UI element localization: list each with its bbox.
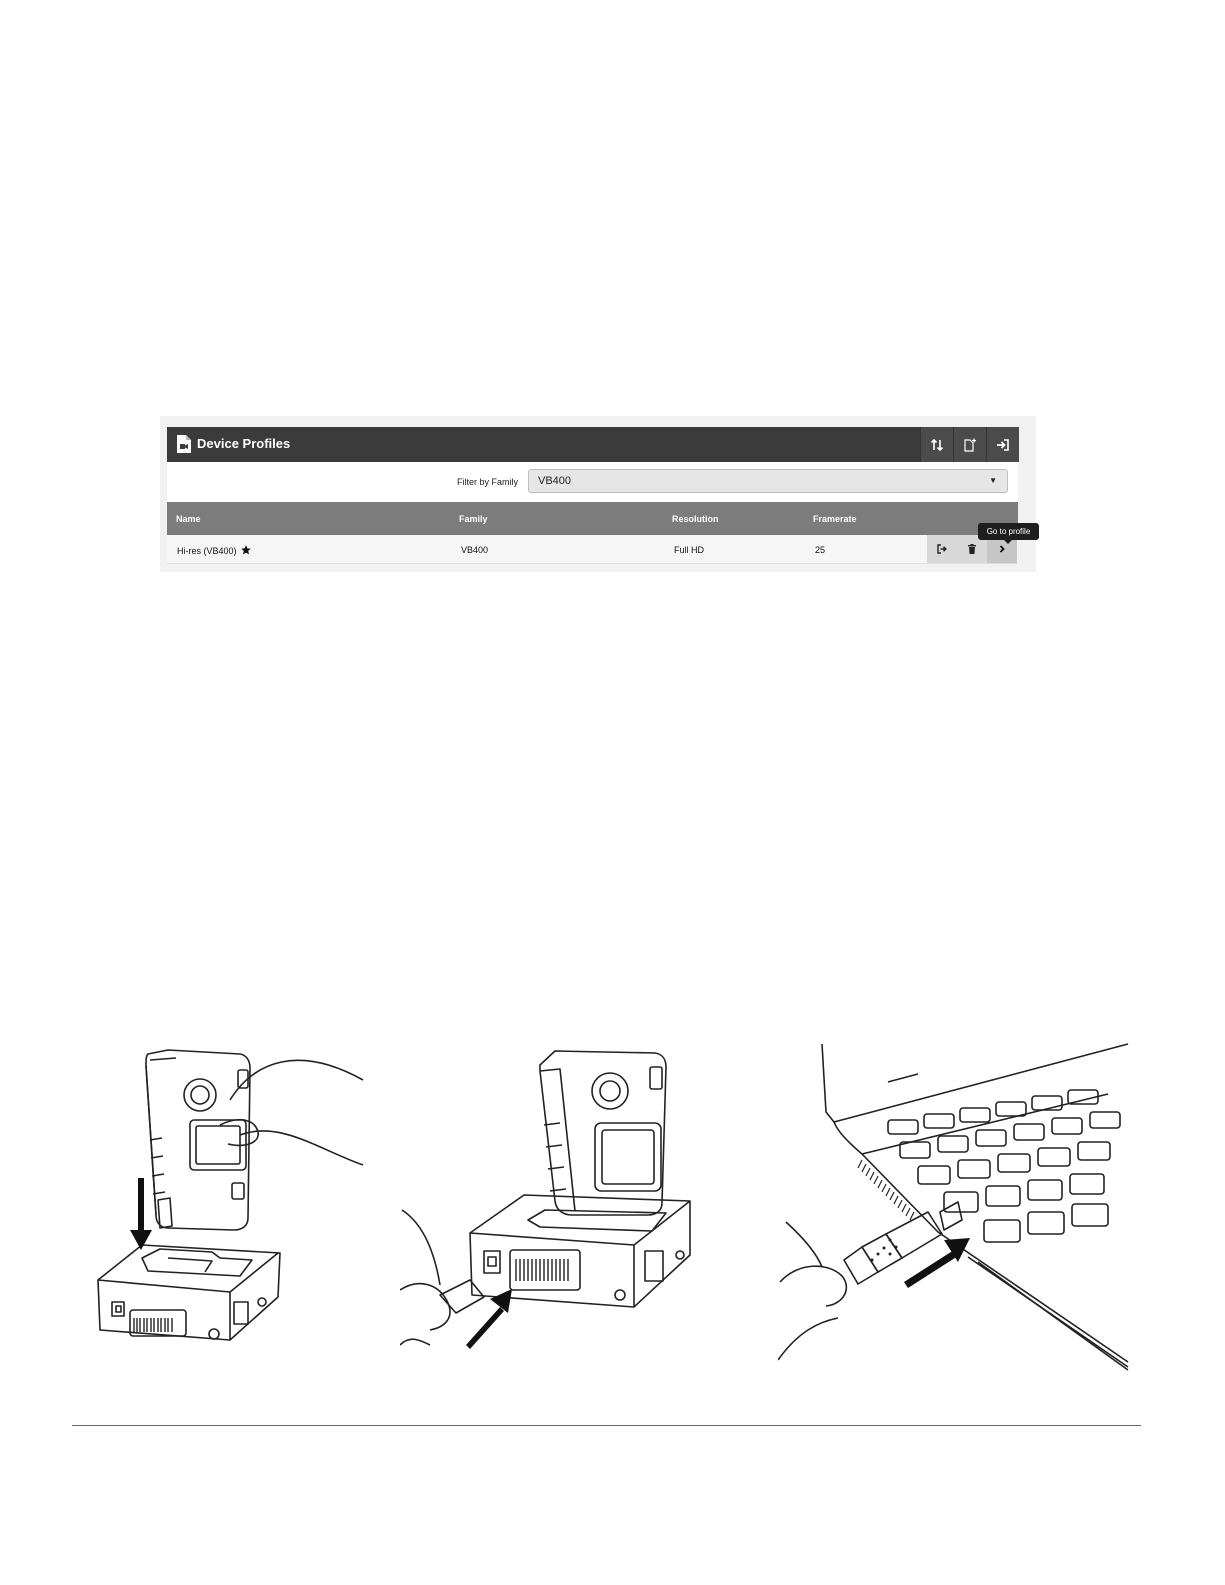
chevron-right-icon bbox=[997, 544, 1007, 554]
export-profile-button[interactable] bbox=[927, 535, 957, 563]
column-header-family[interactable]: Family bbox=[459, 514, 488, 524]
filter-label: Filter by Family bbox=[457, 477, 519, 487]
arrow-up-right-icon bbox=[904, 1238, 970, 1288]
camera-inserted-into-dock-illustration bbox=[80, 1040, 370, 1380]
import-icon bbox=[996, 438, 1010, 452]
column-header-framerate[interactable]: Framerate bbox=[813, 514, 857, 524]
sort-button[interactable] bbox=[920, 427, 953, 462]
barcode bbox=[516, 1259, 568, 1281]
panel-title: Device Profiles bbox=[197, 436, 291, 451]
arrow-up-right-icon bbox=[466, 1289, 512, 1349]
usb-cable-connected-to-laptop-illustration bbox=[778, 1042, 1133, 1372]
footer-divider bbox=[72, 1425, 1141, 1426]
column-header-resolution[interactable]: Resolution bbox=[672, 514, 719, 524]
family-filter-select[interactable] bbox=[528, 469, 1008, 493]
device-profiles-screenshot bbox=[160, 416, 1036, 572]
row-resolution: Full HD bbox=[674, 545, 705, 555]
row-name-cell bbox=[177, 545, 251, 556]
row-family: VB400 bbox=[461, 545, 489, 555]
table-row[interactable] bbox=[167, 535, 1018, 564]
caret-down-icon: ▼ bbox=[989, 476, 997, 485]
import-button[interactable] bbox=[986, 427, 1019, 462]
usb-plug-dots bbox=[871, 1239, 898, 1262]
sort-icon bbox=[930, 438, 944, 452]
table-header bbox=[167, 502, 1018, 535]
panel-titlebar bbox=[167, 427, 1018, 462]
new-profile-button[interactable] bbox=[953, 427, 986, 462]
go-to-profile-tooltip: Go to profile bbox=[978, 523, 1039, 540]
arrow-down-icon bbox=[130, 1178, 152, 1250]
column-header-name[interactable]: Name bbox=[176, 514, 201, 524]
new-profile-icon bbox=[963, 438, 977, 452]
default-star-icon bbox=[241, 545, 251, 555]
row-framerate: 25 bbox=[815, 545, 826, 555]
family-filter-value: VB400 bbox=[538, 475, 572, 487]
export-icon bbox=[937, 544, 947, 554]
laptop-vent bbox=[858, 1160, 914, 1220]
document-camera-icon bbox=[177, 435, 191, 453]
barcode bbox=[134, 1318, 172, 1332]
device-profiles-panel bbox=[167, 427, 1031, 563]
trash-icon bbox=[967, 544, 977, 554]
row-name: Hi-res (VB400) bbox=[177, 546, 237, 556]
usb-cable-connected-to-dock-illustration bbox=[400, 1045, 710, 1375]
